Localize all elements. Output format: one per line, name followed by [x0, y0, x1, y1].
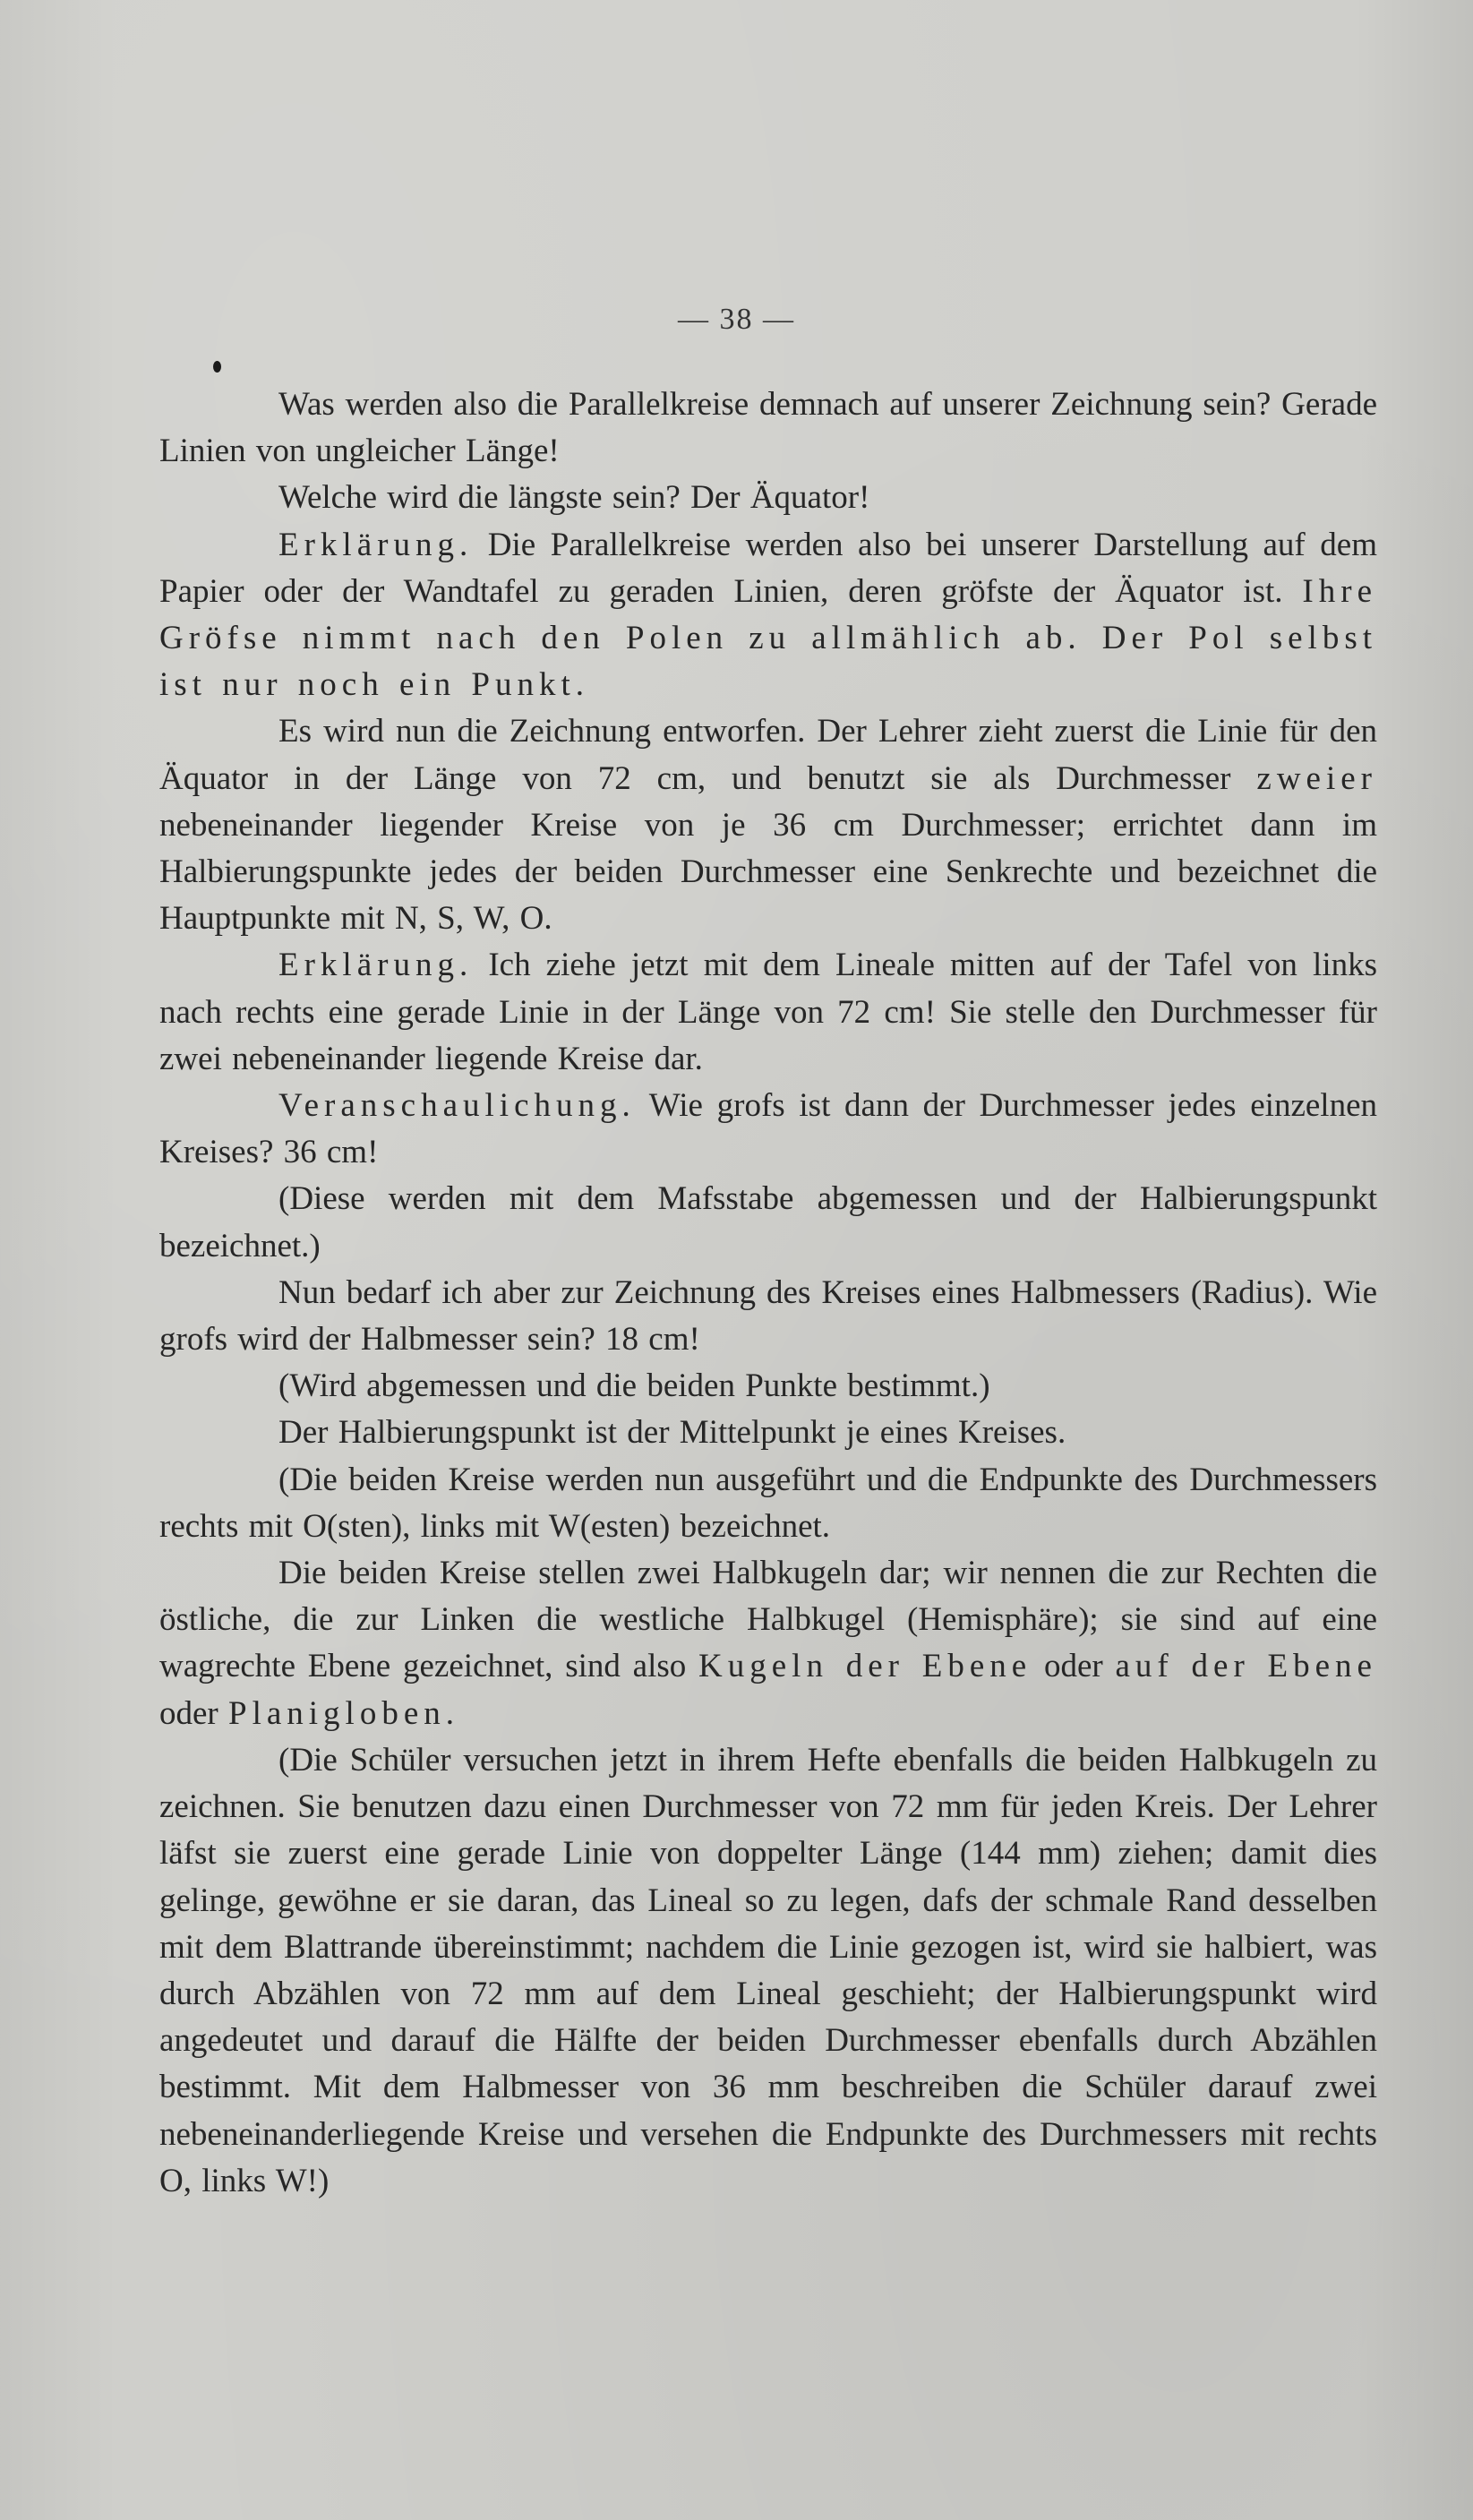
- paragraph: [159, 708, 1377, 942]
- paragraph: [159, 1270, 1377, 1363]
- text-run: Wie grofs ist dann der Durchmesser jedes einzelnen Kreises? 36 cm!: [159, 1087, 1377, 1171]
- spaced-text-run: Kugeln der Ebene: [698, 1648, 1032, 1685]
- paragraph: [159, 1363, 1377, 1410]
- text-run: Nun bedarf ich aber zur Zeichnung des Kreises eines Halbmessers (Radius). Wie grofs wird der Halbmesser sein? 18 cm!: [159, 1273, 1377, 1359]
- text-run: Ich ziehe jetzt mit dem Lineale mitten auf der Tafel von links nach rechts eine gerade Linie in der Länge von 72 cm! Sie stelle den Durchmesser für zwei nebeneinander liegende Kreise dar.: [159, 947, 1377, 1077]
- paragraph: [159, 1737, 1377, 2205]
- spaced-text-run: Ihre Gröfse nimmt nach den Polen zu allmählich ab. Der Pol selbst ist nur noch ein Punkt.: [159, 572, 1377, 704]
- text-run: Was werden also die Parallelkreise demnach auf unserer Zeichnung sein? Gerade Linien von ungleicher Länge!: [159, 386, 1377, 470]
- spaced-text-run: Veranschaulichung.: [278, 1087, 636, 1125]
- paragraph: [159, 1550, 1377, 1737]
- paragraph: [159, 381, 1377, 475]
- spaced-text-run: auf der Ebene: [1115, 1648, 1377, 1685]
- text-run: (Die beiden Kreise werden nun ausgeführt und die Endpunkte des Durchmessers rechts mit O(sten), links mit W(esten) bezeichnet.: [159, 1461, 1377, 1545]
- paragraph: [159, 942, 1377, 1083]
- paragraph: [159, 475, 1377, 521]
- ink-speck: [213, 361, 221, 373]
- body-text: [159, 381, 1377, 2205]
- text-run: Es wird nun die Zeichnung entworfen. Der Lehrer zieht zuerst die Linie für den Äquator in der Länge von 72 cm, und benutzt sie als Durchmesser: [159, 713, 1377, 797]
- text-run: nebeneinander liegender Kreise von je 36 cm Durchmesser; errichtet dann im Halbierungspunkte jedes der beiden Durchmesser eine Senkrechte und bezeichnet die Hauptpunkte mit N, S, W, O.: [159, 806, 1377, 938]
- paragraph: [159, 1457, 1377, 1550]
- page-number: — 38 —: [678, 303, 795, 336]
- paragraph: [159, 1176, 1377, 1269]
- text-run: (Die Schüler versuchen jetzt in ihrem Hefte ebenfalls die beiden Halbkugeln zu zeichnen. Sie benutzen dazu einen Durchmesser von 72 mm für jeden Kreis. Der Lehrer läfst sie zuerst eine gerade Linie von doppelter Länge (144 mm) ziehen; damit dies gelinge, gewöhne er sie daran, das Lineal so zu legen, dafs der schmale Rand desselben mit dem Blattrande übereinstimmt; nachdem die Linie gezogen ist, wird sie halbiert, was durch Abzählen von 72 mm auf dem Lineal geschieht; der Halbierungspunkt wird angedeutet und darauf die Hälfte der beiden Durchmesser ebenfalls durch Abzählen bestimmt. Mit dem Halbmesser von 36 mm beschreiben die Schüler darauf zwei nebeneinanderliegende Kreise und versehen die Endpunkte des Durchmessers mit rechts O, links W!): [159, 1741, 1377, 2199]
- text-run: oder: [1032, 1648, 1116, 1685]
- text-run: (Wird abgemessen und die beiden Punkte bestimmt.): [278, 1367, 990, 1405]
- spaced-text-run: Erklärung.: [278, 526, 474, 563]
- text-run: oder: [159, 1694, 228, 1732]
- text-run: Der Halbierungspunkt ist der Mittelpunkt je eines Kreises.: [278, 1414, 1066, 1452]
- spaced-text-run: Planigloben.: [228, 1694, 460, 1732]
- paragraph: [159, 1410, 1377, 1456]
- paragraph: [159, 522, 1377, 709]
- spaced-text-run: zweier: [1256, 759, 1377, 797]
- text-run: Die Parallelkreise werden also bei unserer Darstellung auf dem Papier oder der Wandtafel zu geraden Linien, deren gröfste der Äquator ist.: [159, 526, 1377, 610]
- paragraph: [159, 1083, 1377, 1176]
- text-run: (Diese werden mit dem Mafsstabe abgemessen und der Halbierungspunkt bezeichnet.): [159, 1180, 1377, 1264]
- text-run: Die beiden Kreise stellen zwei Halbkugeln dar; wir nennen die zur Rechten die östliche, die zur Linken die westliche Halbkugel (Hemisphäre); sie sind auf eine wagrechte Ebene gezeichnet, sind also: [159, 1555, 1377, 1685]
- spaced-text-run: Erklärung.: [278, 947, 474, 984]
- text-run: Welche wird die längste sein? Der Äquator!: [278, 479, 870, 517]
